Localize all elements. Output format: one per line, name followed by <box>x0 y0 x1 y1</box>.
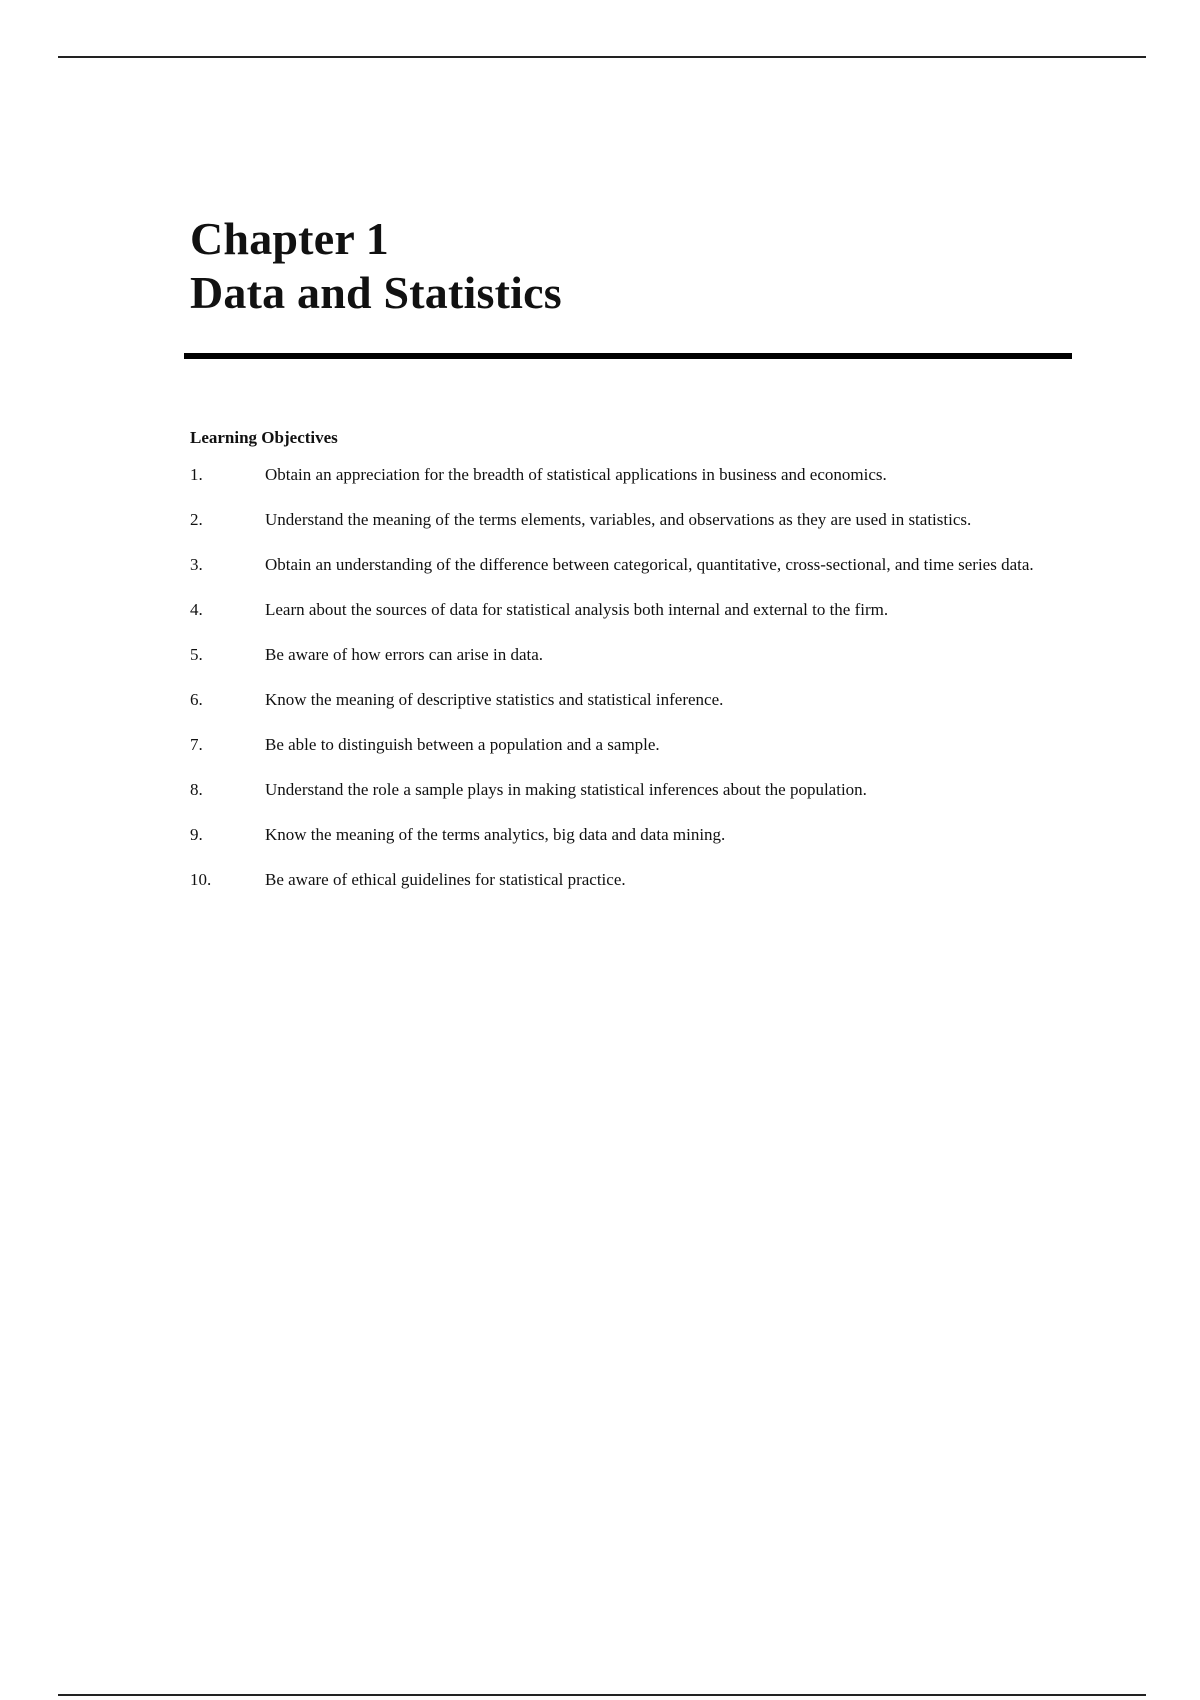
objective-item <box>190 599 1050 621</box>
objective-number: 4. <box>190 600 203 619</box>
objective-number: 1. <box>190 465 203 484</box>
objective-item <box>190 734 1050 756</box>
objective-text: Obtain an appreciation for the breadth of statistical applications in business and economics. <box>265 465 887 484</box>
objective-item <box>190 689 1050 711</box>
objective-item <box>190 509 1050 531</box>
objective-text: Know the meaning of the terms analytics, big data and data mining. <box>265 825 726 844</box>
objective-text: Understand the meaning of the terms elements, variables, and observations as they are used in statistics. <box>265 510 972 529</box>
objective-number: 8. <box>190 780 203 799</box>
objective-number: 5. <box>190 645 203 664</box>
objective-item <box>190 779 1050 801</box>
objective-item <box>190 824 1050 846</box>
objective-number: 9. <box>190 825 203 844</box>
learning-objectives-heading: Learning Objectives <box>190 428 338 447</box>
page-top-rule <box>58 56 1146 58</box>
learning-objectives-list <box>190 464 1050 891</box>
objective-text: Obtain an understanding of the difference between categorical, quantitative, cross-sectional, and time series data. <box>265 555 1034 574</box>
objective-number: 10. <box>190 870 212 889</box>
chapter-number: Chapter 1 <box>190 213 390 264</box>
page-bottom-rule <box>58 1694 1146 1696</box>
chapter-title-block <box>190 212 562 320</box>
objective-text: Learn about the sources of data for statistical analysis both internal and external to the firm. <box>265 600 889 619</box>
title-divider <box>184 353 1072 359</box>
objective-number: 2. <box>190 510 203 529</box>
objective-text: Be aware of ethical guidelines for statistical practice. <box>265 870 626 889</box>
objective-number: 3. <box>190 555 203 574</box>
chapter-title: Data and Statistics <box>190 267 562 318</box>
objective-item <box>190 554 1050 576</box>
objective-item <box>190 464 1050 486</box>
learning-objectives-section <box>190 426 1050 914</box>
objective-text: Know the meaning of descriptive statistics and statistical inference. <box>265 690 724 709</box>
objective-text: Understand the role a sample plays in making statistical inferences about the population. <box>265 780 867 799</box>
objective-number: 6. <box>190 690 203 709</box>
objective-text: Be able to distinguish between a population and a sample. <box>265 735 660 754</box>
objective-number: 7. <box>190 735 203 754</box>
objective-item <box>190 869 1050 891</box>
objective-text: Be aware of how errors can arise in data. <box>265 645 544 664</box>
objective-item <box>190 644 1050 666</box>
